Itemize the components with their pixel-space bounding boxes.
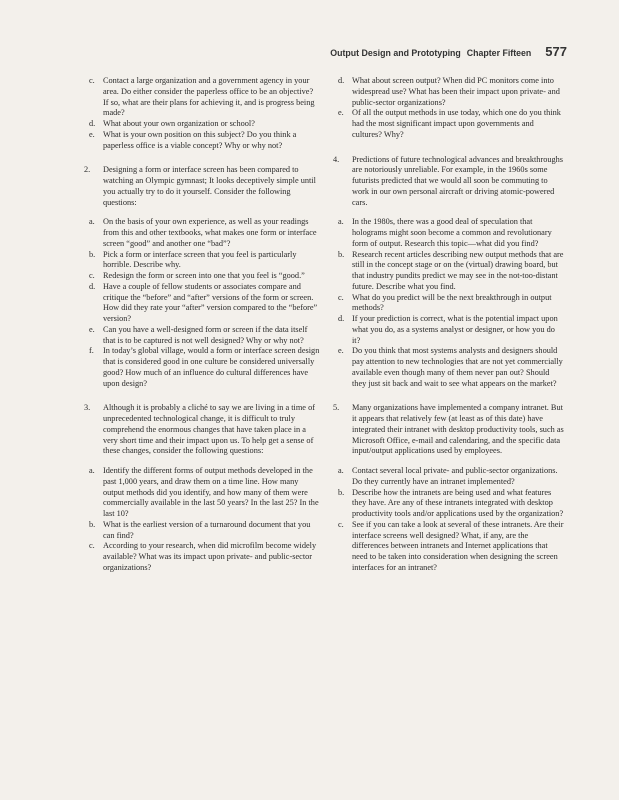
- subquestion: b. Describe how the intranets are being used and what features they have. Are any of these intranets integrated with desktop productivity tools and/or applications used by the organization?: [338, 487, 564, 518]
- question-3: 3. Although it is probably a cliché to say we are living in a time of unprecedented technological change, it is difficult to truly comprehend the enormous changes that have taken place in a very short time and their impact upon us. To help get a sense of these changes, consider the following questions:: [80, 403, 320, 457]
- subquestion: e. Do you think that most systems analysts and designers should pay attention to new technologies that are not yet commercially available even though many of them never pan out? Should they just sit back and wait to see what appears on the market?: [338, 346, 563, 388]
- question-1-continued: [80, 76, 320, 151]
- chapter-title: Output Design and Prototyping: [330, 48, 461, 58]
- subquestion: c. According to your research, when did microfilm become widely available? What was its impact upon private- and public-sector organizations?: [89, 541, 317, 572]
- running-header: [330, 44, 567, 59]
- subquestion: d. What about your own organization or school?: [89, 119, 255, 128]
- question-5: 5. Many organizations have implemented a company intranet. But it appears that relatively few (at least as of this date) have integrated their intranet with desktop productivity tools, such as Microsoft Office, e-mail and calendaring, and the specific data input/output applications used by employees.: [333, 403, 564, 456]
- subquestion: c. See if you can take a look at several of these intranets. Are their interface screens well designed? What, if any, are the differences between intranets and Internet applications that need to be taken into consideration when designing the screen interfaces for an intranet?: [338, 519, 564, 572]
- subquestion: b. Research recent articles describing new output methods that are still in the concept stage or on the (virtual) drawing board, but that industry pundits predict we may see in the not-too-distant future. Describe what you find.: [338, 249, 564, 291]
- question-2-subquestions: [80, 217, 320, 389]
- subquestion: d. What about screen output? When did PC monitors come into widespread use? What has been their impact upon private- and public-sector organizations?: [338, 76, 560, 107]
- subquestion: a. Identify the different forms of output methods developed in the past 1,000 years, and draw them on a time line. How many output methods did you identify, and how many of them were commercially available in the last 50 years? In the last 25? In the last 10?: [89, 466, 319, 518]
- subquestion: e. Can you have a well-designed form or screen if the data itself that is to be captured is not well designed? Why or why not?: [89, 324, 308, 345]
- subquestion: b. Pick a form or interface screen that you feel is particularly horrible. Describe why.: [89, 249, 297, 270]
- subquestion: a. Contact several local private- and public-sector organizations. Do they currently have an intranet implemented?: [338, 466, 558, 486]
- left-column: [80, 76, 320, 574]
- question-stem: Many organizations have implemented a company intranet. But it appears that relatively few (at least as of this date) have integrated their intranet with desktop productivity tools, such as Microsoft Office, e-mail and calendaring, and the specific data input/output applications used by employees.: [352, 403, 564, 456]
- question-5-subquestions: [329, 466, 564, 574]
- subquestion: c. Redesign the form or screen into one that you feel is “good.”: [89, 271, 305, 280]
- question-stem: Predictions of future technological advances and breakthroughs are notoriously unreliable. For example, in the 1960s some futurists predicted that we would all soon be commuting to work in our own personal aircraft or driving atomic-powered cars.: [352, 154, 564, 207]
- subquestion: f. In today’s global village, would a form or interface screen design that is considered good in one culture be considered universally good? How much of an influence do cultural differences have upon design?: [89, 346, 320, 388]
- question-4-subquestions: [329, 217, 564, 389]
- subquestion: b. What is the earliest version of a turnaround document that you can find?: [89, 519, 311, 540]
- question-3-subquestions: [80, 466, 320, 574]
- question-3-continued: [329, 76, 564, 141]
- subquestion: e. What is your own position on this subject? Do you think a paperless office is a viable concept? Why or why not?: [89, 129, 297, 150]
- subquestion: a. On the basis of your own experience, as well as your readings from this and other textbooks, what makes one form or interface screen “good” and another one “bad”?: [89, 217, 317, 248]
- chapter-label: Chapter Fifteen: [466, 48, 532, 58]
- subquestion: d. Have a couple of fellow students or associates compare and critique the “before” and “after” versions of the form or screen. How did they rate your “after” version compared to the “before” version?: [89, 281, 318, 323]
- question-stem: Although it is probably a cliché to say we are living in a time of unprecedented technological change, it is difficult to truly comprehend the enormous changes that have taken place in a very short time and their impact upon us. To help get a sense of these changes, consider the following questions:: [103, 403, 315, 456]
- subquestion: c. Contact a large organization and a government agency in your area. Do either consider the paperless office to be an objective? If so, what are their plans for achieving it, and is progress being made?: [89, 76, 315, 118]
- subquestion: d. If your prediction is correct, what is the potential impact upon what you do, as a systems analyst or designer, or how you do it?: [338, 314, 558, 345]
- question-stem: Designing a form or interface screen has been compared to watching an Olympic gymnast; It looks deceptively simple until you actually try to do it yourself. Consider the following questions:: [103, 165, 316, 207]
- question-2: 2. Designing a form or interface screen has been compared to watching an Olympic gymnast; It looks deceptively simple until you actually try to do it yourself. Consider the following questions:: [80, 165, 320, 208]
- page-number: 577: [545, 44, 567, 59]
- right-column: [329, 76, 564, 574]
- subquestion: a. In the 1980s, there was a good deal of speculation that holograms might soon become a common and revolutionary form of output. Research this topic—what did you find?: [338, 217, 552, 248]
- subquestion: e. Of all the output methods in use today, which one do you think had the most significant impact upon governments and cultures? Why?: [338, 108, 561, 139]
- question-4: 4. Predictions of future technological advances and breakthroughs are notoriously unreliable. For example, in the 1960s some futurists predicted that we would all soon be commuting to work in our own personal aircraft or driving atomic-powered cars.: [333, 154, 564, 207]
- subquestion: c. What do you predict will be the next breakthrough in output methods?: [338, 292, 552, 313]
